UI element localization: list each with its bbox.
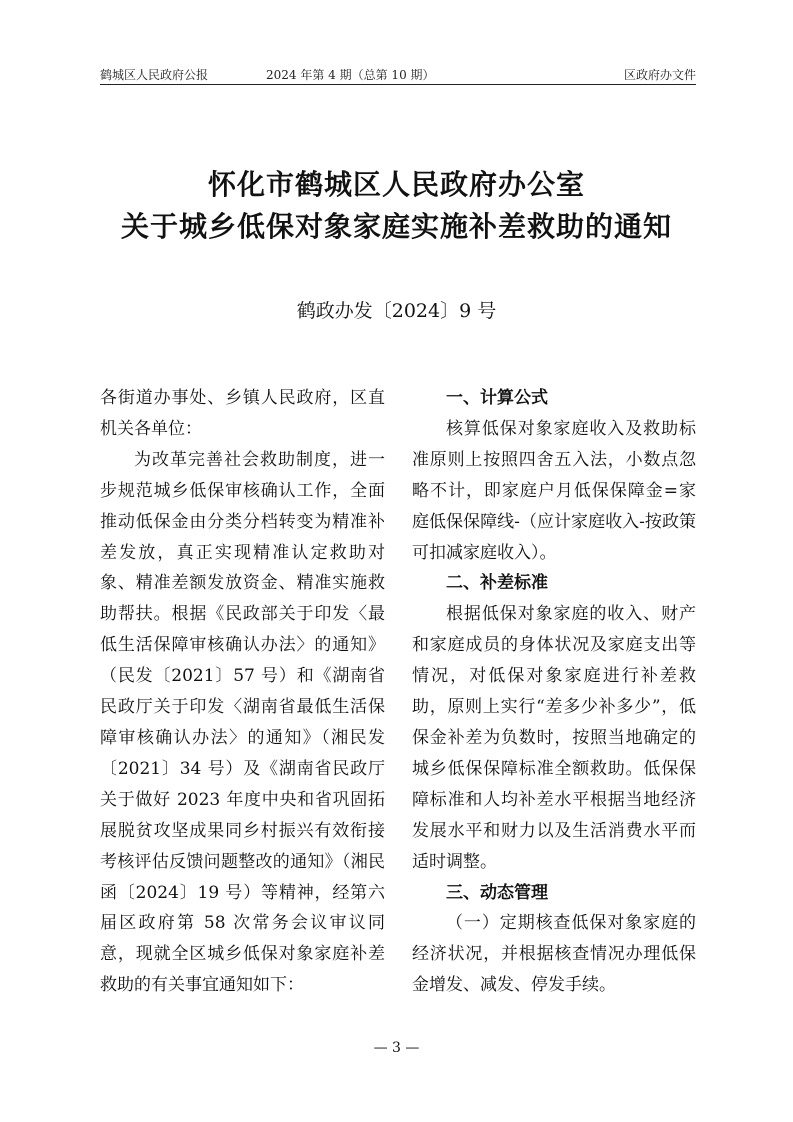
intro-paragraph: 为改革完善社会救助制度，进一步规范城乡低保审核确认工作，全面推动低保金由分类分档转变为精准补差发放，真正实现精准认定救助对象、精准差额发放资金、精准实施救助帮扶。根据《民政部关于印发〈最低生活保障审核确认办法〉的通知》（民发〔2021〕57 号）和《湖南省民政厅关于印发〈湖南省最低生活保障审核确认办法〉的通知》（湘民发〔2021〕34 号）及《湖南省民政厅关于做好 2023 年度中央和省巩固拓展脱贫攻坚成果同乡村振兴有效衔接考核评估反馈问题整改的通知》（湘民函〔2024〕19 号）等精神，经第六届区政府第 58 次常务会议审议同意，现就全区城乡低保对象家庭补差救助的有关事宜通知如下： bbox=[100, 449, 385, 996]
document-title-line2: 关于城乡低保对象家庭实施补差救助的通知 bbox=[120, 210, 672, 243]
header-section: 区政府办文件 bbox=[623, 68, 696, 82]
page-number: — 3 — bbox=[373, 1040, 420, 1056]
left-column bbox=[100, 383, 385, 1001]
document-title-line1: 怀化市鹤城区人民政府办公室 bbox=[207, 168, 585, 201]
section-body-formula: 核算低保对象家庭收入及救助标准原则上按照四舍五入法，小数点忽略不计，即家庭户月低保保障金=家庭低保保障线-（应计家庭收入-按政策可扣减家庭收入）。 bbox=[412, 418, 696, 563]
right-column bbox=[412, 383, 696, 1001]
addressee: 各街道办事处、乡镇人民政府，区直机关各单位： bbox=[100, 388, 385, 439]
header-rule bbox=[100, 84, 696, 85]
page-header bbox=[100, 64, 696, 84]
section-body-dynamic-management: （一）定期核查低保对象家庭的经济状况，并根据核查情况办理低保金增发、减发、停发手续。 bbox=[412, 913, 696, 996]
section-heading-dynamic-management: 三、动态管理 bbox=[446, 882, 548, 903]
header-issue: 2024 年第 4 期（总第 10 期） bbox=[266, 68, 435, 82]
section-heading-standard: 二、补差标准 bbox=[446, 573, 548, 594]
document-number: 鹤政办发〔2024〕9 号 bbox=[296, 300, 497, 322]
section-body-standard: 根据低保对象家庭的收入、财产和家庭成员的身体状况及家庭支出等情况，对低保对象家庭进行补差救助，原则上实行“差多少补多少”，低保金补差为负数时，按照当地确定的城乡低保保障标准全额救助。低保保障标准和人均补差水平根据当地经济发展水平和财力以及生活消费水平而适时调整。 bbox=[412, 604, 696, 872]
header-publication-name: 鹤城区人民政府公报 bbox=[100, 68, 209, 82]
section-heading-formula: 一、计算公式 bbox=[446, 388, 548, 408]
